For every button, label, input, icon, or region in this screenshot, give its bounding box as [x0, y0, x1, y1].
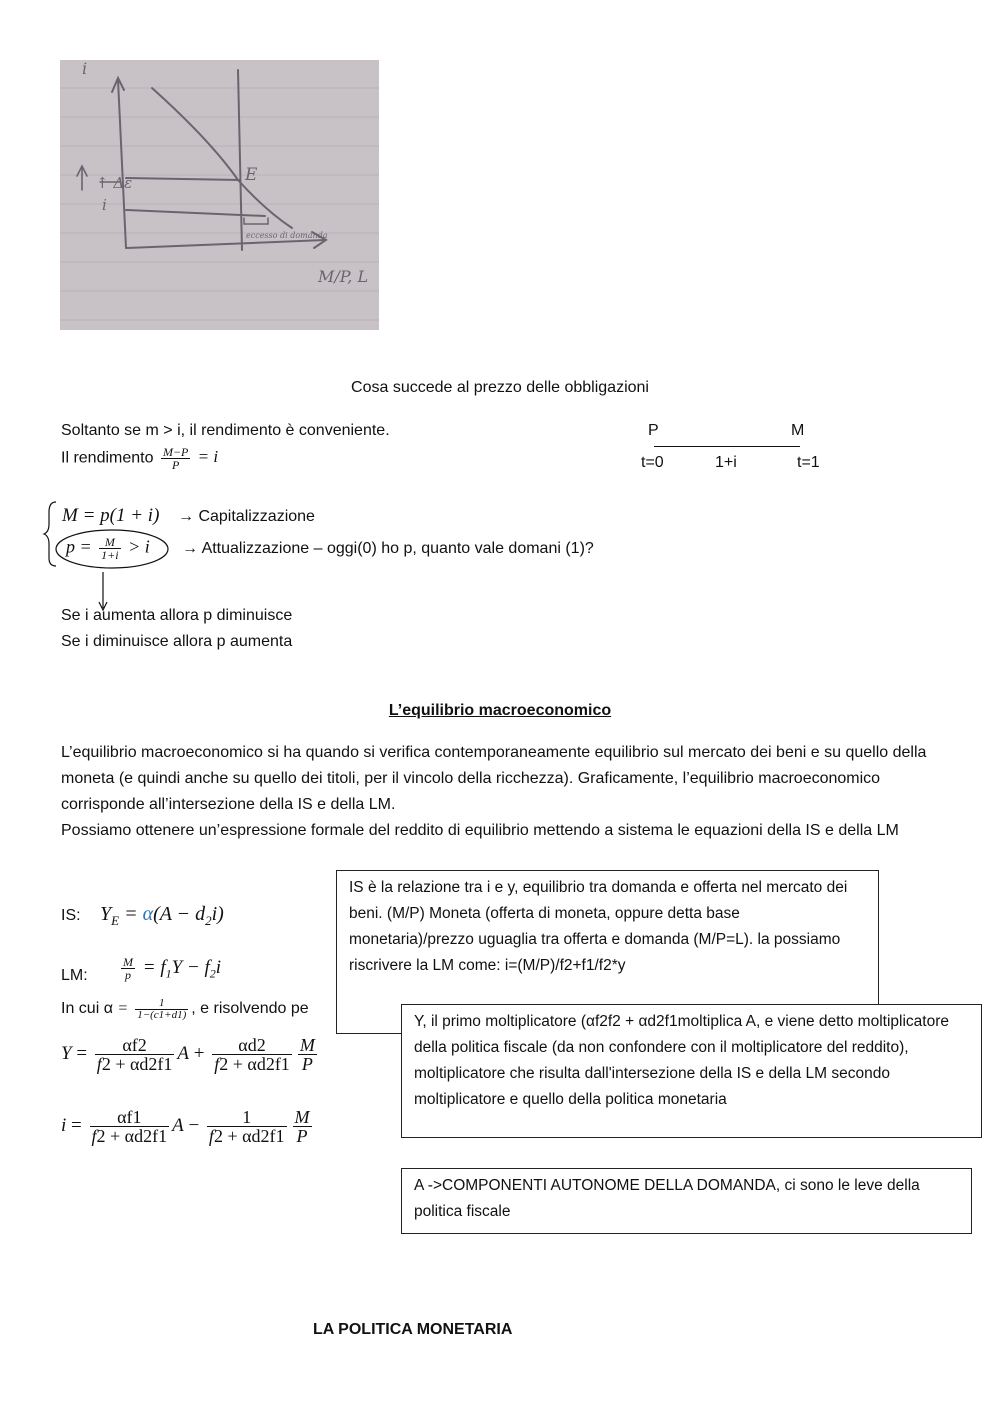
discount-equation: p = $\frac{M}{1+i}$ > i [66, 535, 150, 562]
timeline-p: P [648, 422, 659, 439]
timeline-line [654, 446, 800, 447]
discount-label: → Attualizzazione – oggi(0) ho p, quanto vale domani (1)? [182, 540, 594, 557]
left-note-top: ↑ Δε [96, 174, 133, 192]
capitalization-equation: M = p(1 + i) [62, 505, 160, 526]
autonomous-components-box: A ->COMPONENTI AUTONOME DELLA DOMANDA, ci sono le leve della politica fiscale [401, 1168, 972, 1234]
graph-sketch [60, 60, 379, 330]
timeline-m: M [791, 422, 805, 439]
lm-equation: $\frac{M}{p}$ = $f_1Y - f_2i$ [123, 955, 222, 982]
yield-formula: Il rendimento $\frac{M-P}{P}$ = i [61, 445, 219, 472]
is-lm-note-box: IS è la relazione tra i e y, equilibrio tra domanda e offerta nel mercato dei beni. (M/P) Moneta (offerta di moneta, oppure detta base monetaria)/prezzo uguaglia tra offerta e domanda (M/P=L). la possiamo riscrivere la LM come: i=(M/P)/f2+f1/f2*y [336, 870, 879, 1034]
alpha-suffix: , e risolvendo pe [191, 1000, 309, 1018]
conclusion-decrease: Se i diminuisce allora p aumenta [61, 633, 293, 650]
alpha-definition: In cui α = $\frac{1}{1-(c1+d1)}$ , e risolvendo pe [61, 997, 309, 1021]
timeline-rate: 1+i [715, 454, 737, 471]
equilibrium-title: L’equilibrio macroeconomico [388, 702, 612, 719]
is-equation: $Y_E = \alpha(A - d_2i)$ [100, 903, 224, 928]
lm-label: LM: [61, 967, 88, 984]
yield-label: Il rendimento [61, 449, 154, 467]
i-equilibrium-equation: i = $\frac{\alpha f1}{f2 + \alpha d2f1}$ A − $\frac{1}{f2 + \alpha d2f1}$ $\frac{M}{P}$ [61, 1107, 310, 1146]
conclusion-increase: Se i aumenta allora p diminuisce [61, 607, 293, 624]
timeline-t1: t=1 [797, 454, 820, 471]
equilibrium-paragraph-1: L’equilibrio macroeconomico si ha quando si verifica contemporaneamente equilibrio sul mercato dei beni e su quello della moneta (e quindi anche su quello dei titoli, per il vincolo della ricchezza). Graficamente, l’equilibrio macroeconomico corrisponde all’intersezione della IS e della LM. [61, 744, 927, 813]
alpha-prefix: In cui α [61, 1000, 113, 1018]
x-axis-label: M/P, L [318, 267, 369, 286]
capitalization-label: → Capitalizzazione [178, 508, 315, 525]
monetary-policy-title: LA POLITICA MONETARIA [313, 1321, 513, 1338]
y-axis-label: i [82, 60, 88, 78]
bond-price-title: Cosa succede al prezzo delle obbligazioni [351, 379, 649, 396]
equilibrium-paragraph-2: Possiamo ottenere un’espressione formale del reddito di equilibrio mettendo a sistema le equazioni della IS e della LM [61, 822, 899, 839]
is-label: IS: [61, 907, 81, 924]
timeline-t0: t=0 [641, 454, 664, 471]
left-note-bottom: i [102, 196, 107, 214]
equilibrium-point-label: E [245, 165, 258, 185]
handwritten-graph-photo [60, 60, 379, 330]
bond-price-line1: Soltanto se m > i, il rendimento è conveniente. [61, 422, 390, 439]
excess-demand-note: eccesso di domanda [246, 231, 328, 240]
multiplier-note-box: Y, il primo moltiplicatore (αf2f2 + αd2f1moltiplica A, e viene detto moltiplicatore della politica fiscale (da non confondere con il moltiplicatore del reddito), moltiplicatore che risulta dall'intersezione della IS e della LM secondo moltiplicatore e quello della politica monetaria [401, 1004, 982, 1138]
y-equilibrium-equation: Y = $\frac{\alpha f2}{f2 + \alpha d2f1}$ A + $\frac{\alpha d2}{f2 + \alpha d2f1}$ $\frac{M}{P}$ [61, 1035, 315, 1074]
